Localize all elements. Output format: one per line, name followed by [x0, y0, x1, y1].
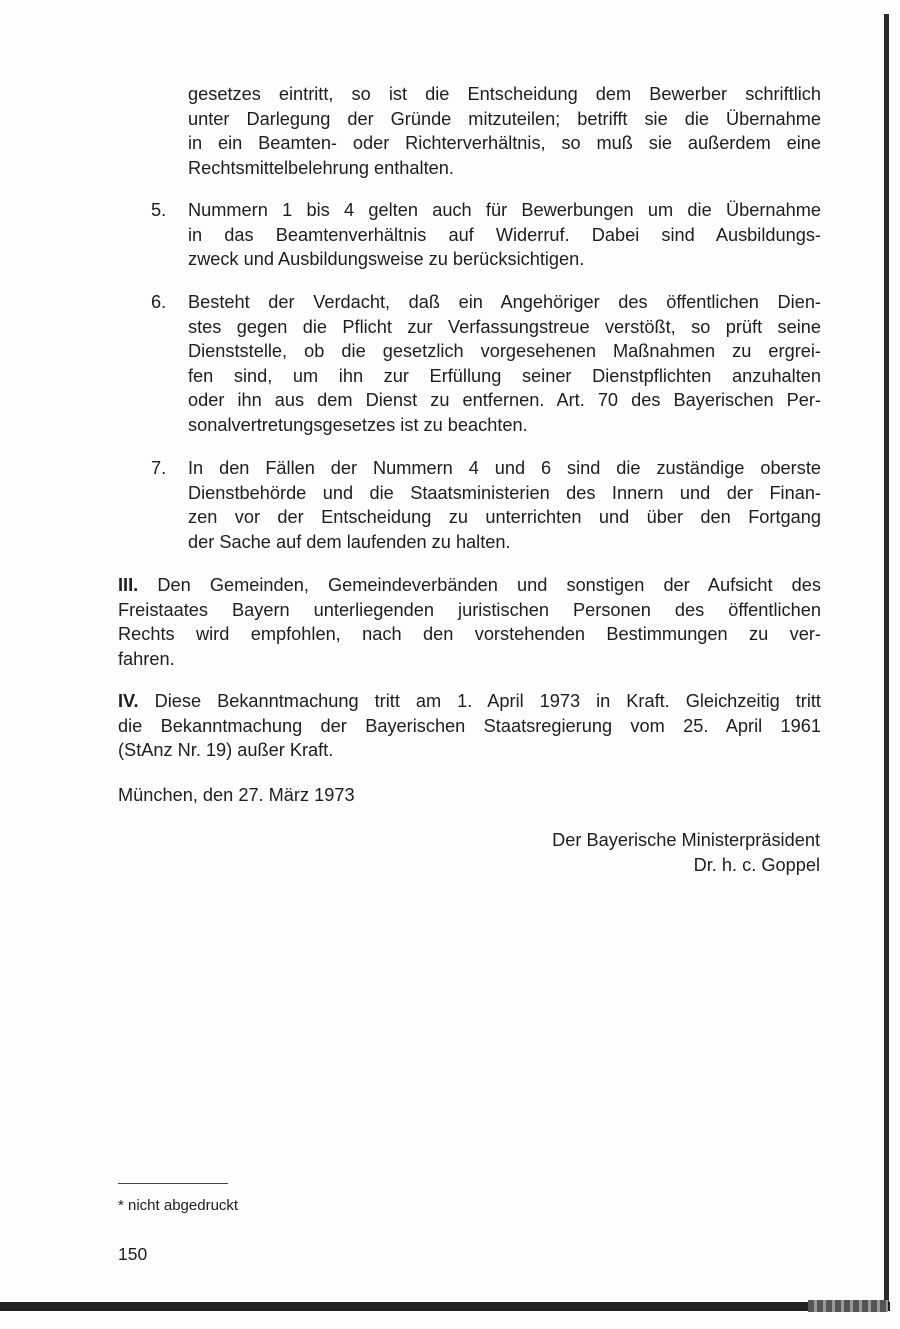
text-line: unter Darlegung der Gründe mitzuteilen; betrifft sie die Übernahme — [188, 108, 821, 129]
text-line: sonalvertretungsgesetzes ist zu beachten. — [188, 414, 528, 435]
text-line: Den Gemeinden, Gemeindeverbänden und sonstigen der Aufsicht des — [157, 575, 821, 595]
item-number: 7. — [151, 458, 167, 478]
intro-paragraph — [188, 82, 821, 180]
item-6-paragraph — [188, 290, 821, 437]
signature-title: Der Bayerische Ministerpräsident — [552, 830, 820, 850]
signature-name: Dr. h. c. Goppel — [693, 854, 820, 875]
text-line: Besteht der Verdacht, daß ein Angehöriger des öffentlichen Dien- — [188, 292, 821, 312]
scan-bottom-bar — [0, 1302, 890, 1311]
text-line: (StAnz Nr. 19) außer Kraft. — [118, 740, 334, 760]
text-line: fen sind, um ihn zur Erfüllung seiner Dienstpflichten anzuhalten — [188, 365, 821, 386]
item-5-paragraph — [188, 198, 821, 272]
section-iii-paragraph — [118, 573, 821, 671]
text-line: oder ihn aus dem Dienst zu entfernen. Art. 70 des Bayerischen Per- — [188, 390, 821, 410]
signature-block — [552, 828, 820, 877]
item-number: 5. — [151, 200, 167, 220]
scan-bottom-scuff — [808, 1300, 888, 1312]
footnote-rule — [118, 1183, 228, 1184]
text-line: Dienstbehörde und die Staatsministerien des Innern und der Finan- — [188, 482, 821, 503]
text-line: Rechtsmittelbelehrung enthalten. — [188, 157, 454, 178]
page-edge-shadow — [884, 14, 889, 1304]
item-number: 6. — [151, 292, 167, 312]
text-line: in ein Beamten- oder Richterverhältnis, so muß sie außerdem eine — [188, 133, 821, 153]
text-line: Rechts wird empfohlen, nach den vorstehenden Bestimmungen zu ver- — [118, 624, 821, 644]
item-7-paragraph — [188, 456, 821, 554]
text-line: Freistaates Bayern unterliegenden juristischen Personen des öffentlichen — [118, 599, 821, 620]
section-iv-paragraph — [118, 689, 821, 763]
date-line: München, den 27. März 1973 — [118, 785, 355, 805]
text-line: zweck und Ausbildungsweise zu berücksichtigen. — [188, 249, 585, 269]
text-line: der Sache auf dem laufenden zu halten. — [188, 531, 511, 552]
text-line: Nummern 1 bis 4 gelten auch für Bewerbungen um die Übernahme — [188, 200, 821, 220]
page-number: 150 — [118, 1244, 148, 1264]
text-line: zen vor der Entscheidung zu unterrichten und über den Fortgang — [188, 507, 821, 527]
section-label: III. — [118, 575, 139, 595]
text-line: Dienststelle, ob die gesetzlich vorgesehenen Maßnahmen zu ergrei- — [188, 341, 821, 361]
footnote: * nicht abgedruckt — [118, 1197, 239, 1214]
text-line: In den Fällen der Nummern 4 und 6 sind die zuständige oberste — [188, 458, 821, 478]
text-line: in das Beamtenverhältnis auf Widerruf. Dabei sind Ausbildungs- — [188, 224, 821, 245]
text-line: gesetzes eintritt, so ist die Entscheidung dem Bewerber schriftlich — [188, 84, 821, 104]
text-line: stes gegen die Pflicht zur Verfassungstreue verstößt, so prüft seine — [188, 316, 821, 337]
text-line: die Bekanntmachung der Bayerischen Staatsregierung vom 25. April 1961 — [118, 715, 821, 736]
section-label: IV. — [118, 691, 139, 711]
text-line: Diese Bekanntmachung tritt am 1. April 1973 in Kraft. Gleichzeitig tritt — [154, 691, 821, 711]
text-line: fahren. — [118, 648, 175, 669]
